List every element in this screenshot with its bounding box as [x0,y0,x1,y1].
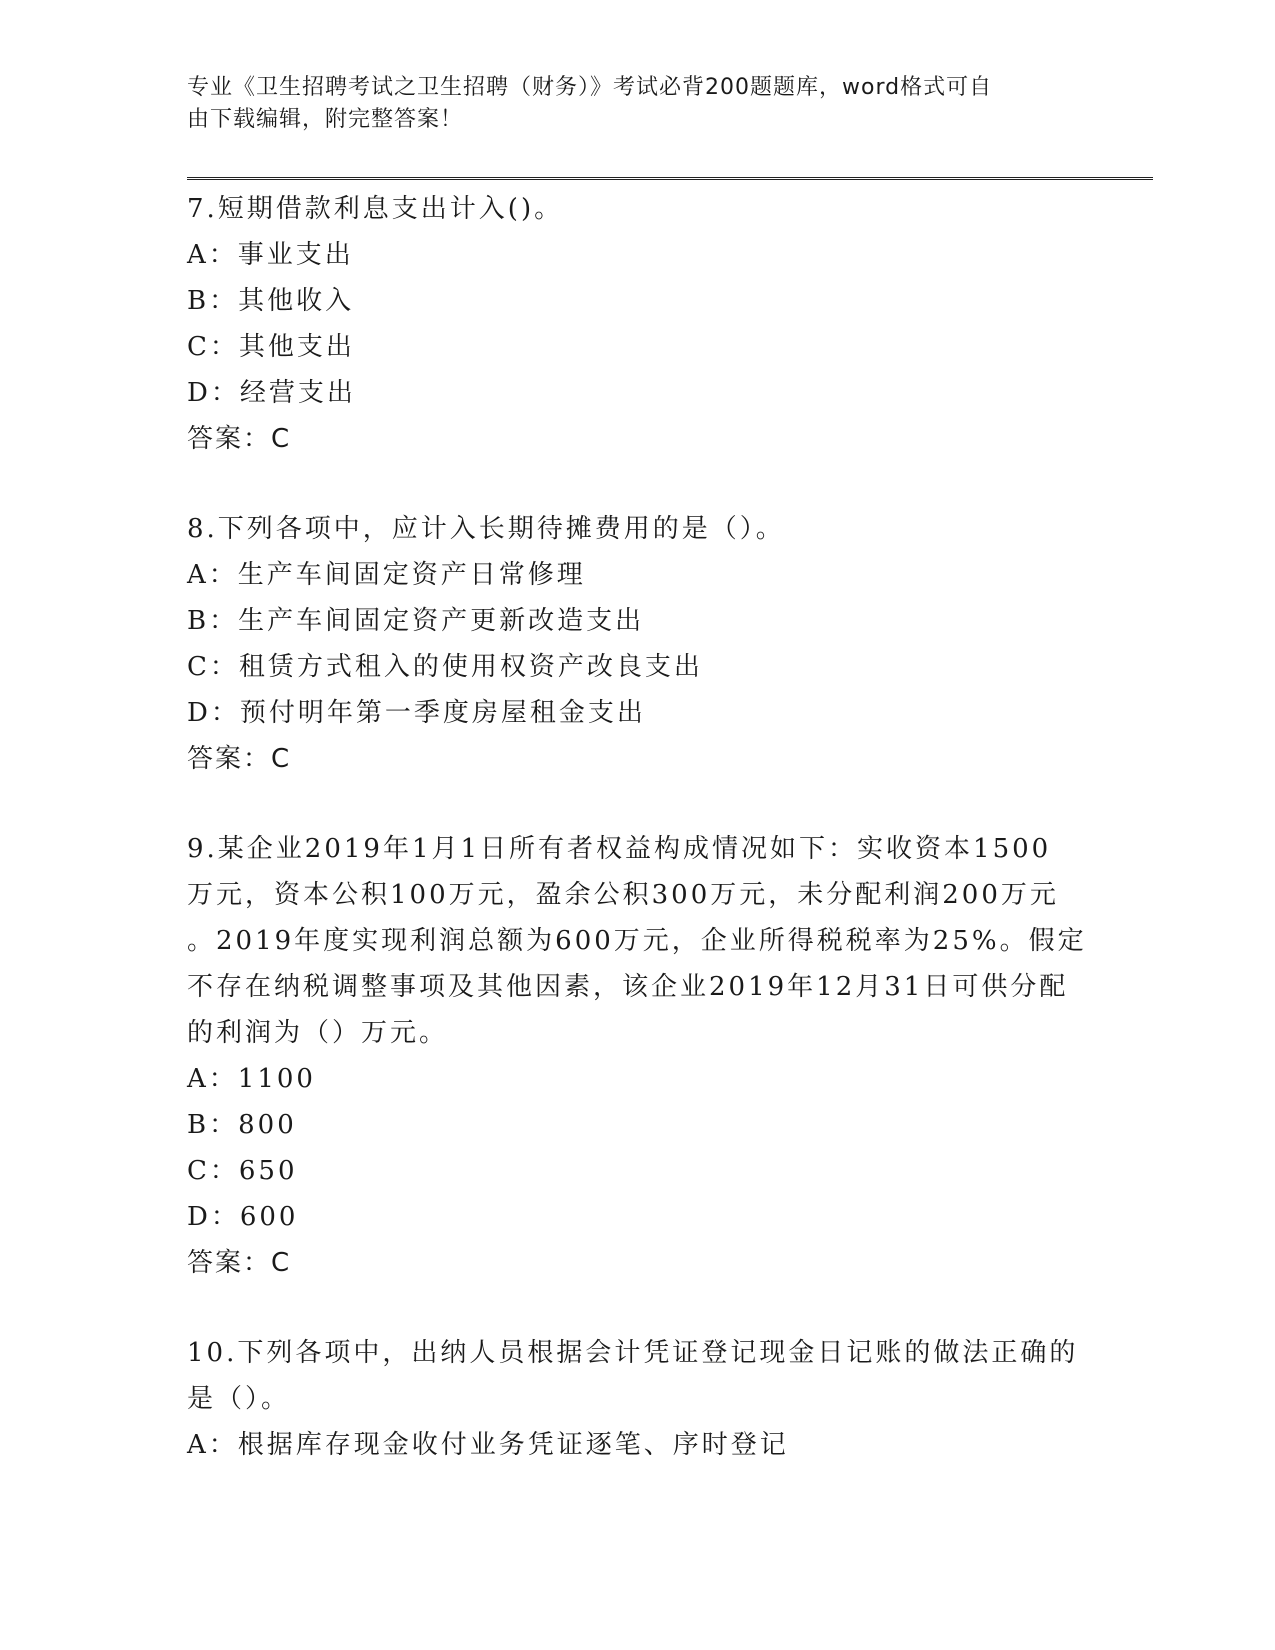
option-d: D：600 [187,1202,299,1232]
question-10 [187,1330,1087,1468]
question-list [187,186,1087,1512]
header-line-2: 由下载编辑，附完整答案！ [187,107,464,132]
question-stem-line-5: 的利润为（）万元。 [187,1018,449,1048]
question-7 [187,186,1087,462]
answer: 答案：C [187,1248,292,1278]
option-a: A：事业支出 [187,240,354,270]
question-stem-line-2: 是（）。 [187,1384,291,1414]
answer: 答案：C [187,424,292,454]
option-b: B：其他收入 [187,286,355,316]
header-line-1: 专业《卫生招聘考试之卫生招聘（财务）》考试必背200题题库，word格式可自 [187,75,993,100]
option-d: D：预付明年第一季度房屋租金支出 [187,698,646,728]
question-stem-line-3: 。2019年度实现利润总额为600万元，企业所得税税率为25%。假定 [187,926,1087,956]
question-9 [187,826,1087,1286]
option-c: C：租赁方式租入的使用权资产改良支出 [187,652,703,682]
option-d: D：经营支出 [187,378,356,408]
question-stem-line-1: 9.某企业2019年1月1日所有者权益构成情况如下：实收资本1500 [187,834,1052,864]
option-a: A：生产车间固定资产日常修理 [187,560,586,590]
document-header [187,72,1067,136]
question-stem: 7.短期借款利息支出计入()。 [187,194,564,224]
question-stem-line-2: 万元，资本公积100万元，盈余公积300万元，未分配利润200万元 [187,880,1059,910]
question-stem-line-1: 10.下列各项中，出纳人员根据会计凭证登记现金日记账的做法正确的 [187,1338,1079,1368]
option-b: B：生产车间固定资产更新改造支出 [187,606,645,636]
question-8 [187,506,1087,782]
header-divider [187,177,1153,180]
question-stem-line-4: 不存在纳税调整事项及其他因素，该企业2019年12月31日可供分配 [187,972,1069,1002]
answer: 答案：C [187,744,292,774]
option-a: A：1100 [187,1064,316,1094]
option-b: B：800 [187,1110,297,1140]
question-stem: 8.下列各项中，应计入长期待摊费用的是（）。 [187,514,785,544]
option-a: A：根据库存现金收付业务凭证逐笔、序时登记 [187,1430,789,1460]
option-c: C：其他支出 [187,332,355,362]
option-c: C：650 [187,1156,298,1186]
